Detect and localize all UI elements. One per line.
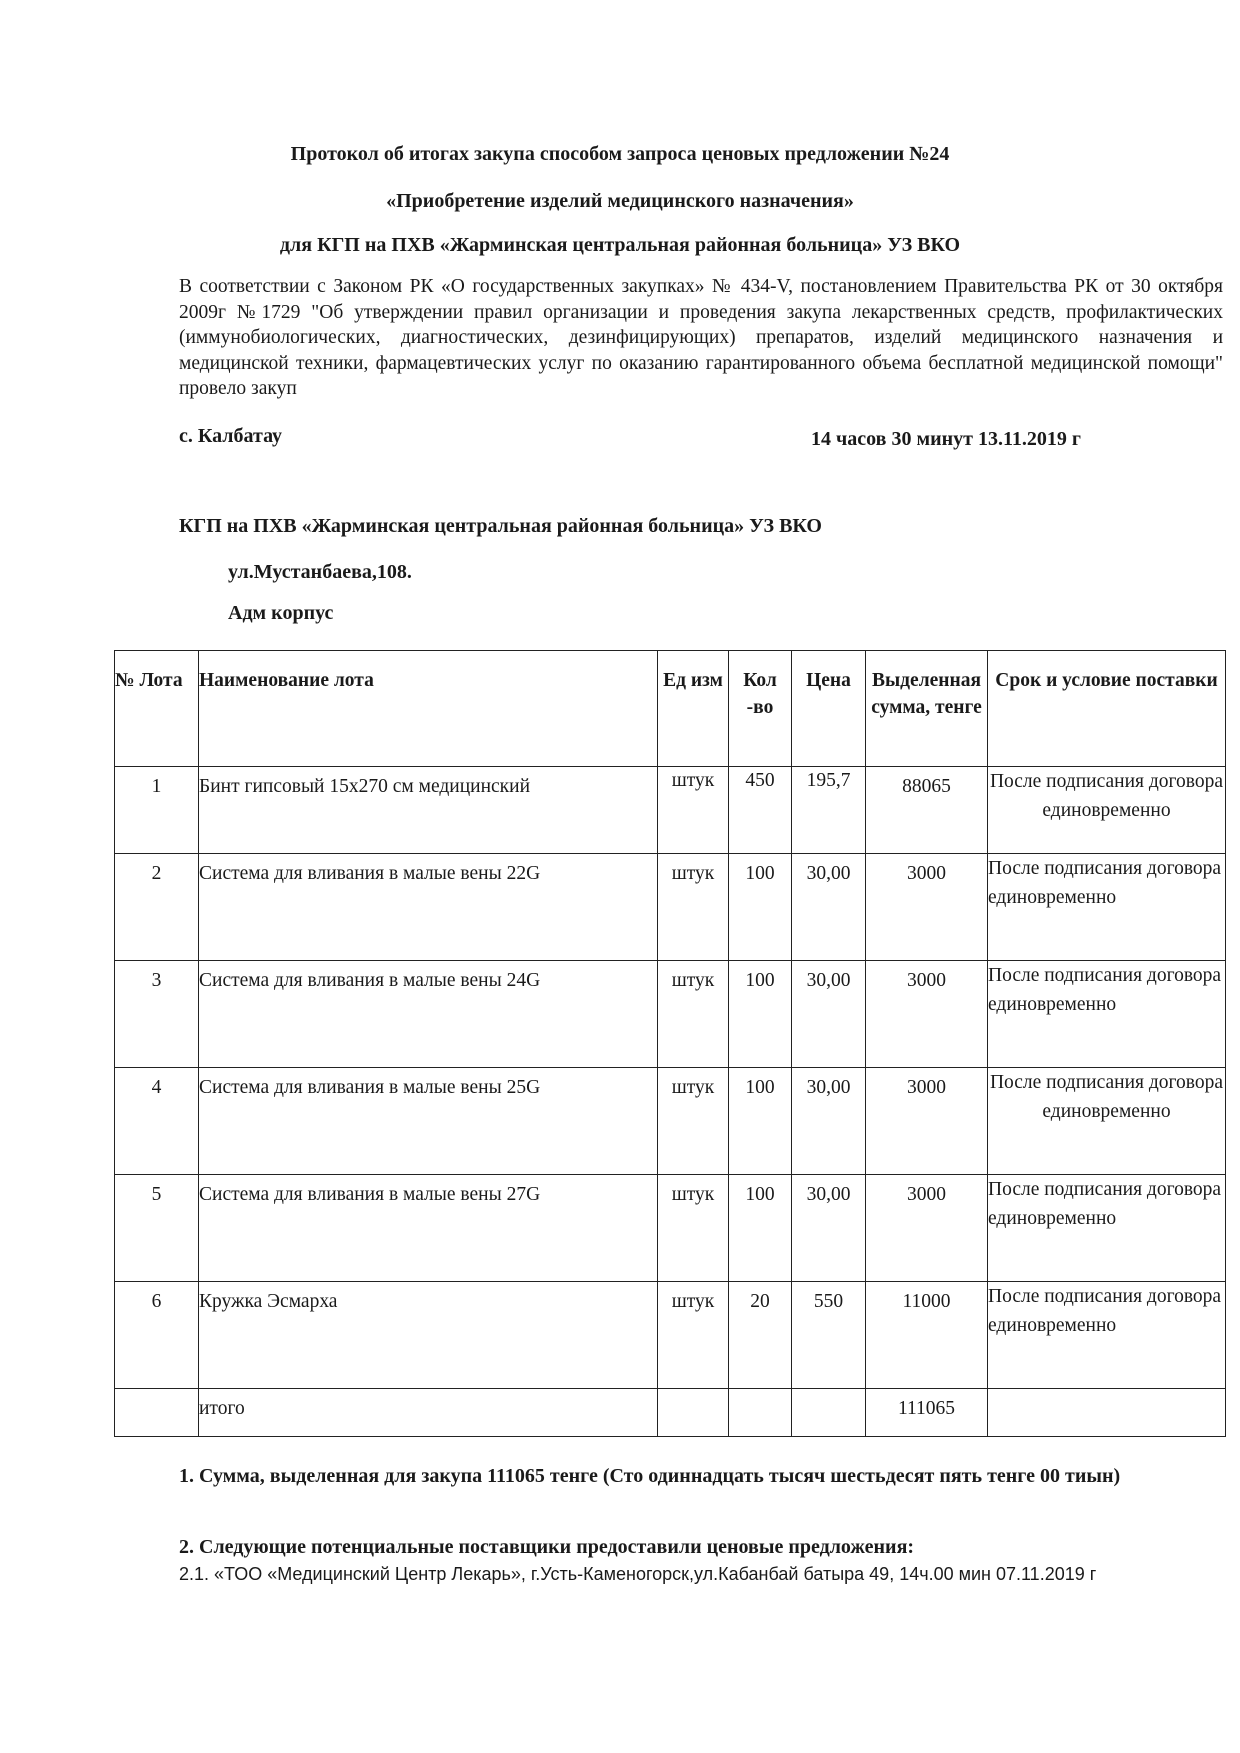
table-row <box>115 1068 1226 1175</box>
lot-price: 550 <box>792 1282 866 1389</box>
lot-qty: 100 <box>729 1068 792 1175</box>
place: с. Калбатау <box>179 425 283 447</box>
section-2-title: 2. Следующие потенциальные поставщики предоставили ценовые предложения: <box>179 1536 915 1558</box>
total-empty-cell <box>792 1389 866 1437</box>
lot-delivery: После подписания договора единовременно <box>988 854 1226 961</box>
header-lot-no: № Лота <box>115 651 199 767</box>
lot-no: 5 <box>115 1175 199 1282</box>
lot-qty: 450 <box>729 767 792 854</box>
header-price: Цена <box>792 651 866 767</box>
lot-unit: штук <box>658 1068 729 1175</box>
lot-no: 3 <box>115 961 199 1068</box>
procurement-subject: «Приобретение изделий медицинского назначения» <box>386 190 854 212</box>
organizer-building: Адм корпус <box>228 602 334 624</box>
table-total-row <box>115 1389 1226 1437</box>
lot-amount: 88065 <box>866 767 988 854</box>
total-label: итого <box>199 1389 658 1437</box>
lot-delivery: После подписания договора единовременно <box>988 961 1226 1068</box>
organizer-address: ул.Мустанбаева,108. <box>228 561 412 583</box>
lot-qty: 20 <box>729 1282 792 1389</box>
header-delivery: Срок и условие поставки <box>988 651 1226 767</box>
table-row <box>115 1175 1226 1282</box>
lot-unit: штук <box>658 854 729 961</box>
lot-qty: 100 <box>729 961 792 1068</box>
protocol-title: Протокол об итогах закупа способом запроса ценовых предложении №24 <box>290 143 950 165</box>
lot-name: Система для вливания в малые вены 25G <box>199 1068 658 1175</box>
lots-table <box>114 650 1226 1437</box>
lot-name: Система для вливания в малые вены 27G <box>199 1175 658 1282</box>
lot-amount: 3000 <box>866 1175 988 1282</box>
header-qty: Кол -во <box>729 651 792 767</box>
header-unit: Ед изм <box>658 651 729 767</box>
customer-line: для КГП на ПХВ «Жарминская центральная районная больница» УЗ ВКО <box>279 234 961 256</box>
lot-price: 30,00 <box>792 961 866 1068</box>
total-empty-cell <box>658 1389 729 1437</box>
lot-amount: 3000 <box>866 961 988 1068</box>
lot-delivery: После подписания договора единовременно <box>988 767 1226 854</box>
total-amount: 111065 <box>866 1389 988 1437</box>
table-row <box>115 854 1226 961</box>
lot-amount: 3000 <box>866 854 988 961</box>
table-header-row <box>115 651 1226 767</box>
lot-no: 1 <box>115 767 199 854</box>
lot-price: 30,00 <box>792 1068 866 1175</box>
lot-price: 195,7 <box>792 767 866 854</box>
lot-unit: штук <box>658 1282 729 1389</box>
lot-qty: 100 <box>729 1175 792 1282</box>
total-empty-cell <box>115 1389 199 1437</box>
lot-delivery: После подписания договора единовременно <box>988 1068 1226 1175</box>
lot-name: Система для вливания в малые вены 22G <box>199 854 658 961</box>
lot-no: 2 <box>115 854 199 961</box>
table-row <box>115 767 1226 854</box>
lot-price: 30,00 <box>792 1175 866 1282</box>
total-empty-cell <box>988 1389 1226 1437</box>
organizer-name: КГП на ПХВ «Жарминская центральная районная больница» УЗ ВКО <box>179 515 822 537</box>
lot-amount: 11000 <box>866 1282 988 1389</box>
table-row <box>115 961 1226 1068</box>
lot-name: Бинт гипсовый 15х270 см медицинский <box>199 767 658 854</box>
lot-no: 4 <box>115 1068 199 1175</box>
lot-delivery: После подписания договора единовременно <box>988 1175 1226 1282</box>
table-row <box>115 1282 1226 1389</box>
lot-name: Кружка Эсмарха <box>199 1282 658 1389</box>
header-lot-name: Наименование лота <box>199 651 658 767</box>
header-amount: Выделенная сумма, тенге <box>866 651 988 767</box>
lot-amount: 3000 <box>866 1068 988 1175</box>
lot-price: 30,00 <box>792 854 866 961</box>
lot-unit: штук <box>658 961 729 1068</box>
date-time: 14 часов 30 минут 13.11.2019 г <box>811 428 1081 450</box>
lot-delivery: После подписания договора единовременно <box>988 1282 1226 1389</box>
total-empty-cell <box>729 1389 792 1437</box>
lot-no: 6 <box>115 1282 199 1389</box>
intro-paragraph: В соответствии с Законом РК «О государственных закупках» № 434-V, постановлением Правительства РК от 30 октября 2009г №1729 "Об утверждении правил организации и проведения закупа лекарственных средств, профилактических (иммунобиологических, диагностических, дезинфицирующих) препаратов, изделий медицинского назначения и медицинской техники, фармацевтических услуг по оказанию гарантированного объема бесплатной медицинской помощи" провело закуп <box>179 276 1223 399</box>
lot-unit: штук <box>658 1175 729 1282</box>
section-2-supplier-1: 2.1. «ТОО «Медицинский Центр Лекарь», г.Усть-Каменогорск,ул.Кабанбай батыра 49, 14ч.00 мин 07.11.2019 г <box>179 1564 1097 1584</box>
lot-unit: штук <box>658 767 729 854</box>
section-1-sum: 1. Сумма, выделенная для закупа 111065 тенге (Сто одиннадцать тысяч шестьдесят пять тенге 00 тиын) <box>179 1465 1121 1487</box>
lot-qty: 100 <box>729 854 792 961</box>
lot-name: Система для вливания в малые вены 24G <box>199 961 658 1068</box>
